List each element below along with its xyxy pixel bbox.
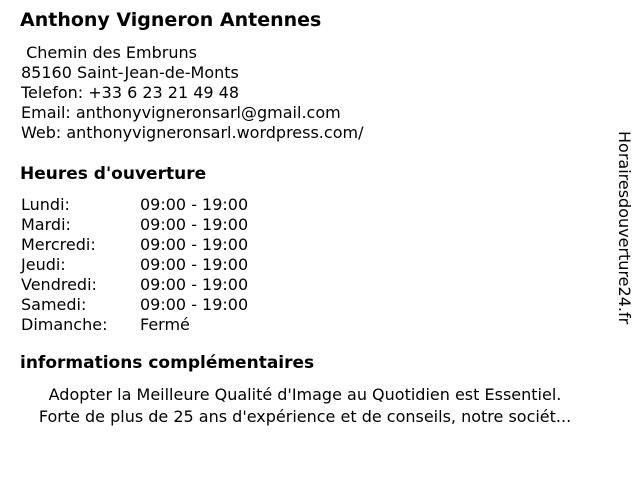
hours-row-tuesday	[21, 215, 248, 235]
hours-row-monday	[21, 195, 248, 215]
hours-time-value: 09:00 - 19:00	[140, 255, 249, 274]
hours-time-value: 09:00 - 19:00	[140, 235, 249, 254]
hours-time-value: 09:00 - 19:00	[140, 295, 249, 314]
hours-day-label: Dimanche:	[21, 315, 108, 334]
opening-hours-heading: Heures d'ouverture	[20, 164, 207, 184]
info-line: Adopter la Meilleure Qualité d'Image au Quotidien est Essentiel.	[48, 385, 562, 404]
hours-day-label: Samedi:	[21, 295, 87, 314]
hours-day-label: Mardi:	[21, 215, 71, 234]
hours-day-label: Lundi:	[21, 195, 70, 214]
address-city: 85160 Saint-Jean-de-Monts	[21, 63, 239, 82]
address-street: Chemin des Embruns	[21, 43, 197, 62]
hours-time-value: 09:00 - 19:00	[140, 275, 249, 294]
hours-time-value: 09:00 - 19:00	[140, 195, 249, 214]
phone-line: Telefon: +33 6 23 21 49 48	[21, 83, 240, 102]
hours-day-label: Mercredi:	[21, 235, 96, 254]
website-line: Web: anthonyvigneronsarl.wordpress.com/	[21, 123, 364, 142]
hours-row-sunday	[21, 315, 248, 335]
hours-row-friday	[21, 275, 248, 295]
page-title: Anthony Vigneron Antennes	[20, 9, 322, 31]
additional-info-heading: informations complémentaires	[20, 353, 315, 373]
hours-time-value: Fermé	[140, 315, 190, 334]
site-watermark: Horairesdouverture24.fr	[615, 131, 634, 325]
hours-day-label: Jeudi:	[21, 255, 66, 274]
info-line: Forte de plus de 25 ans d'expérience et de conseils, notre sociét...	[38, 407, 572, 426]
hours-row-saturday	[21, 295, 248, 315]
opening-hours-table	[21, 195, 248, 335]
hours-row-wednesday	[21, 235, 248, 255]
hours-row-thursday	[21, 255, 248, 275]
hours-day-label: Vendredi:	[21, 275, 97, 294]
email-line: Email: anthonyvigneronsarl@gmail.com	[21, 103, 341, 122]
additional-info-text	[0, 384, 610, 428]
contact-block	[21, 43, 363, 143]
hours-time-value: 09:00 - 19:00	[140, 215, 249, 234]
